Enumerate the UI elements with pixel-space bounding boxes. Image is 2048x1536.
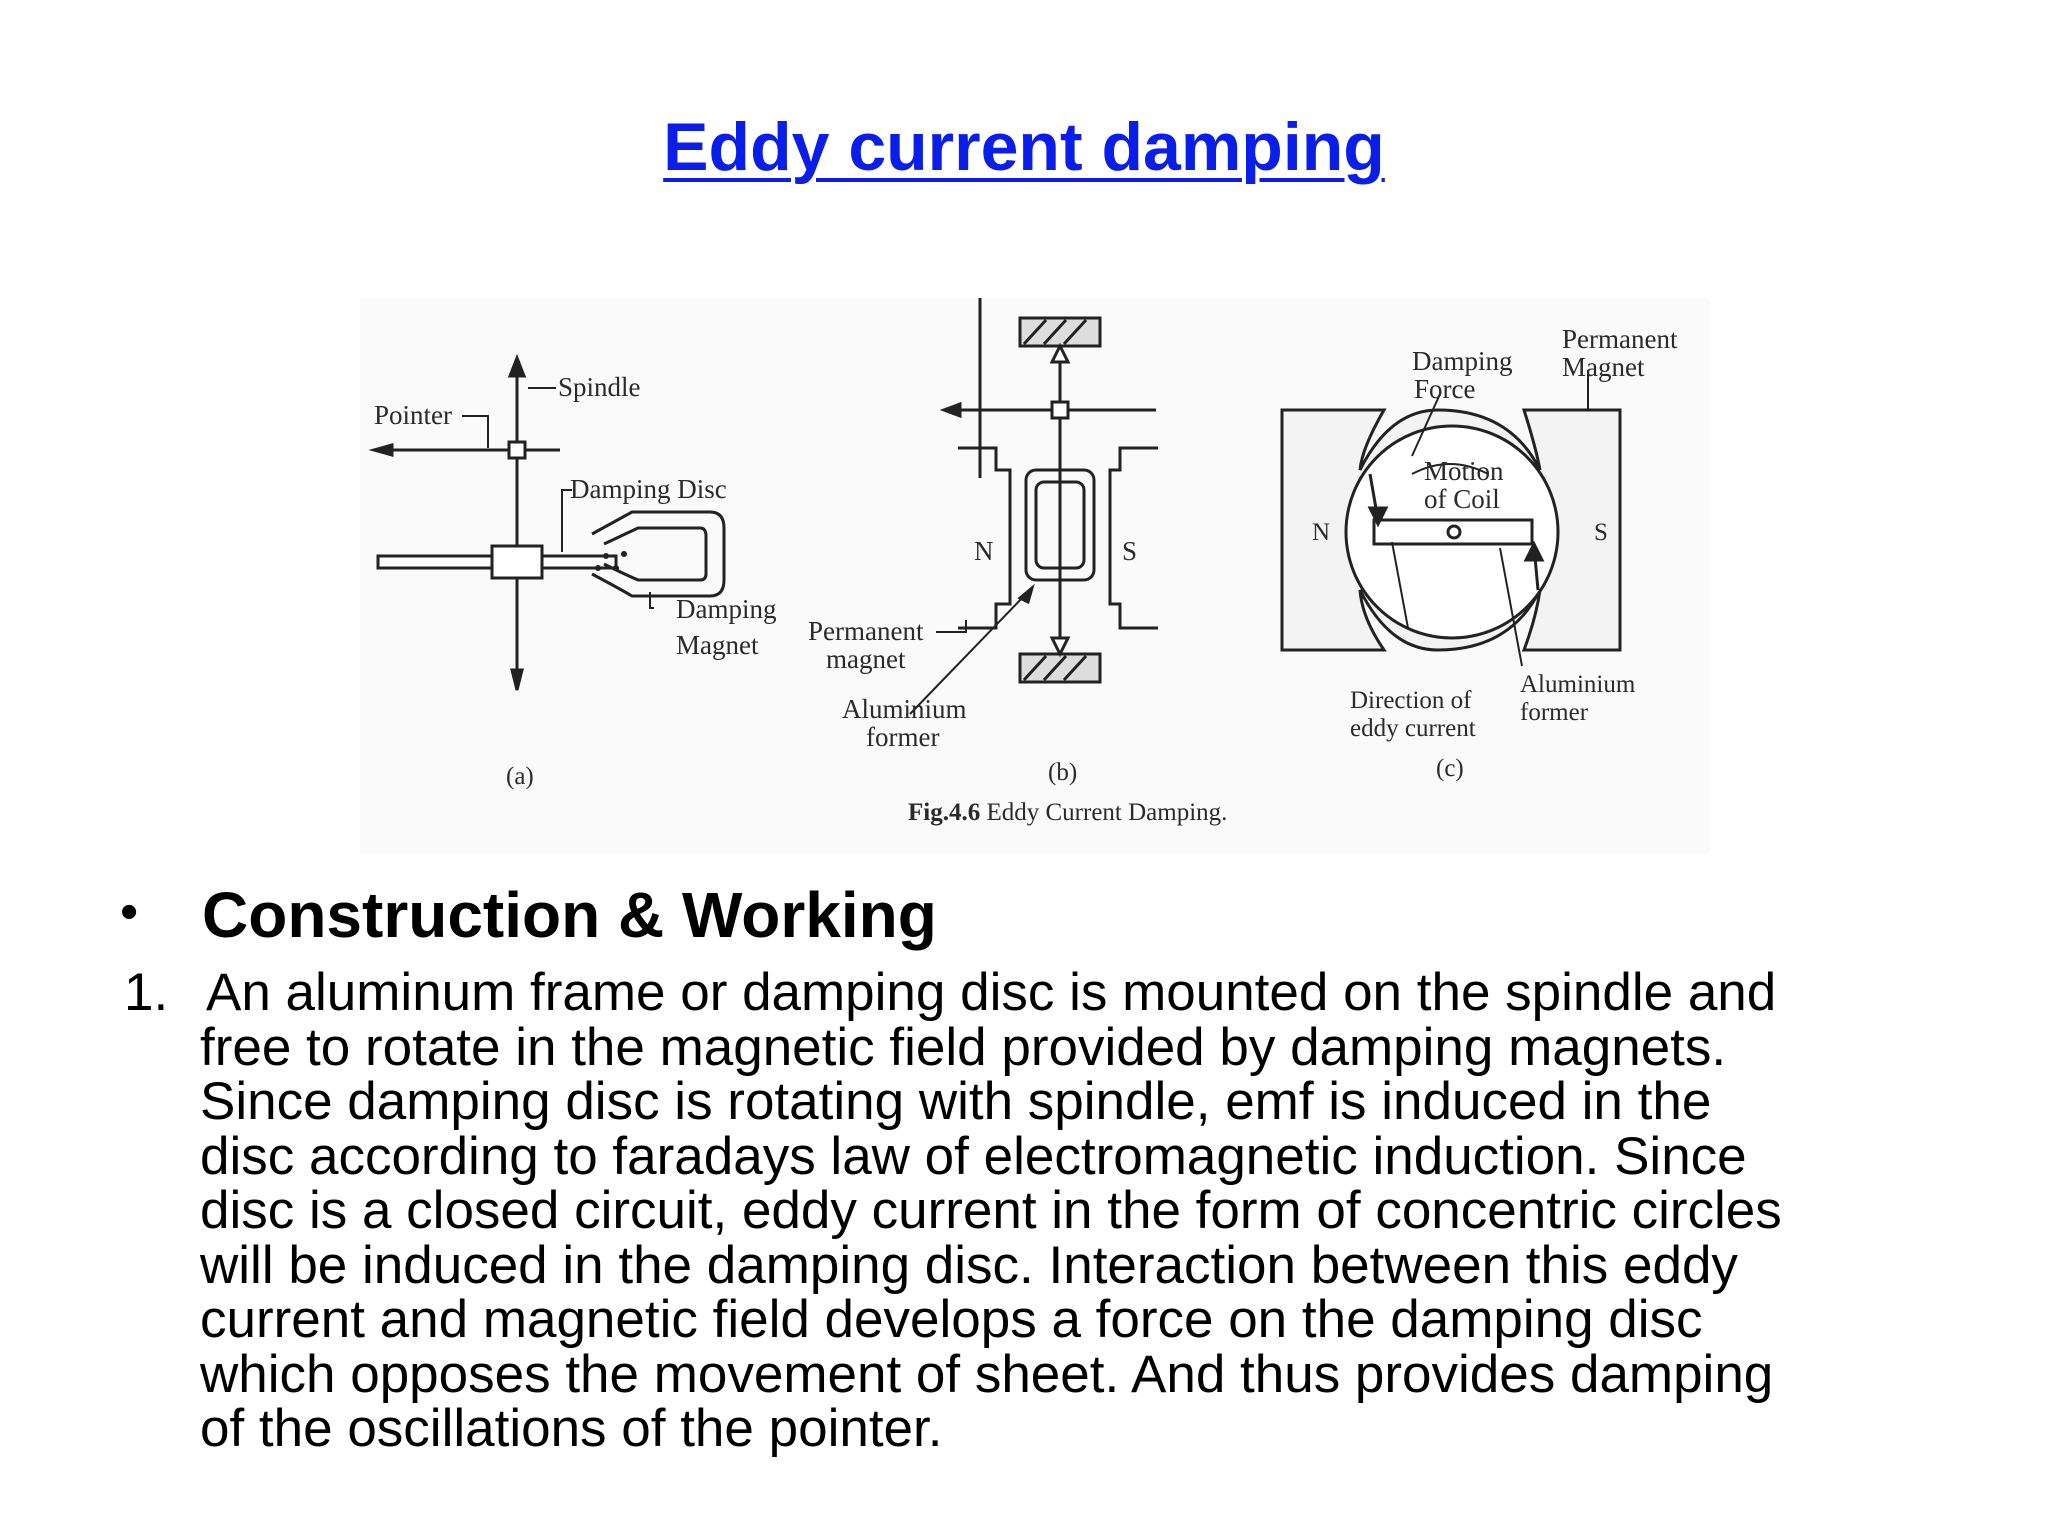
label-permanent-magnet-c-line1: Permanent xyxy=(1562,324,1678,354)
label-c-n: N xyxy=(1312,519,1331,546)
label-sub-b: (b) xyxy=(1048,759,1078,786)
figure-drawing xyxy=(360,298,1710,854)
paragraph-line: will be induced in the damping disc. Interaction between this eddy xyxy=(200,1235,1738,1295)
label-spindle: Spindle xyxy=(558,372,641,402)
section-heading xyxy=(120,878,937,952)
figure-caption-number: Fig.4.6 xyxy=(908,799,981,826)
figure-caption-text: Eddy Current Damping. xyxy=(980,799,1228,826)
label-damping-disc: Damping Disc xyxy=(570,474,727,504)
bullet-marker: • xyxy=(120,883,139,941)
paragraph-number: 1. xyxy=(124,963,169,1022)
label-sub-c: (c) xyxy=(1436,755,1464,782)
label-aluminium-former-b-line1: Aluminium xyxy=(842,694,967,724)
paragraph-line: current and magnetic field develops a force on the damping disc xyxy=(200,1290,1703,1349)
label-b-n: N xyxy=(974,536,994,566)
paragraph-line: disc is a closed circuit, eddy current in the form of concentric circles xyxy=(200,1181,1782,1240)
label-damping-magnet-line1: Damping xyxy=(676,594,777,624)
slide-title: Eddy current damping xyxy=(663,109,1385,185)
paragraph-line: free to rotate in the magnetic field provided by damping magnets. xyxy=(200,1017,1727,1077)
label-aluminium-former-c-line2: former xyxy=(1520,699,1589,726)
label-sub-a: (a) xyxy=(506,763,534,790)
figure-caption xyxy=(908,799,1227,826)
label-damping-force-line1: Damping xyxy=(1412,346,1513,376)
label-pointer: Pointer xyxy=(374,400,452,430)
paragraph-line: of the oscillations of the pointer. xyxy=(200,1399,943,1458)
label-permanent-magnet-b-line2: magnet xyxy=(826,644,906,674)
label-c-s: S xyxy=(1594,519,1608,546)
label-aluminium-former-c-line1: Aluminium xyxy=(1520,671,1636,698)
numbered-paragraph xyxy=(124,963,2004,1458)
label-direction-eddy-line2: eddy current xyxy=(1350,715,1476,742)
eddy-current-damping-figure xyxy=(360,298,1710,854)
label-damping-magnet-line2: Magnet xyxy=(676,630,759,660)
label-direction-eddy-line1: Direction of xyxy=(1350,687,1472,714)
section-heading-text: Construction & Working xyxy=(202,879,937,951)
label-motion-of-coil-line1: Motion xyxy=(1424,456,1504,486)
label-damping-force-line2: Force xyxy=(1414,374,1476,404)
label-motion-of-coil-line2: of Coil xyxy=(1424,484,1500,514)
figure-c-drawing xyxy=(1282,370,1620,666)
label-b-s: S xyxy=(1122,536,1138,566)
label-permanent-magnet-b-line1: Permanent xyxy=(808,616,924,646)
paragraph-line: An aluminum frame or damping disc is mounted on the spindle and xyxy=(206,963,1777,1022)
label-aluminium-former-b-line2: former xyxy=(866,722,940,752)
paragraph-line: which opposes the movement of sheet. And thus provides damping xyxy=(200,1344,1774,1404)
paragraph-line: Since damping disc is rotating with spindle, emf is induced in the xyxy=(200,1072,1712,1131)
paragraph-line: disc according to faradays law of electromagnetic induction. Since xyxy=(200,1126,1747,1186)
label-permanent-magnet-c-line2: Magnet xyxy=(1562,352,1645,382)
